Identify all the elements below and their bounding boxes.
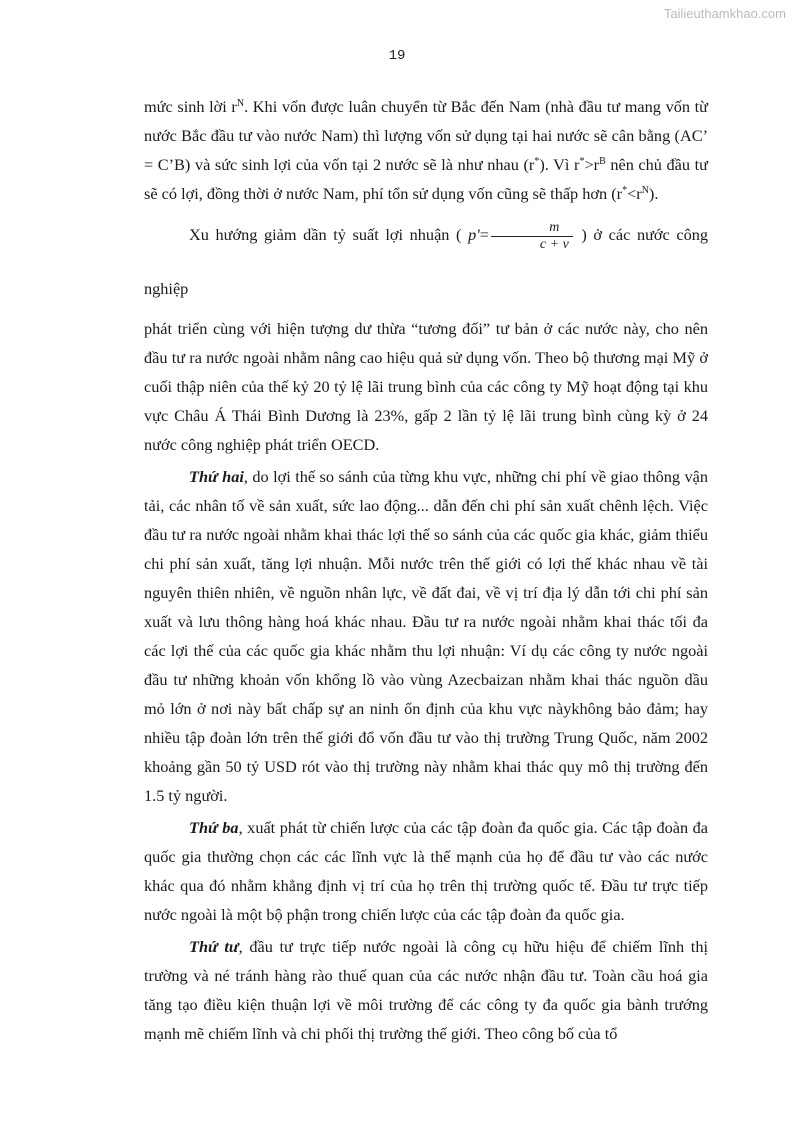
paragraph-2-formula-line: Xu hướng giảm dần tỷ suất lợi nhuận ( p'= $\frac{m}{c + v}$ ) ở các nước công nghiệp [144,219,708,298]
profit-rate-fraction [491,220,573,253]
formula-lhs: p' [468,225,480,244]
paragraph-2-continued: phát triển cùng với hiện tượng dư thừa “tương đối” tư bản ở các nước này, cho nên đầu tư ra nước ngoài nhằm nâng cao hiệu quả sử dụng vốn. Theo bộ thương mại Mỹ ở cuối thập niên của thế kỷ 20 tỷ lệ lãi trung bình của các công ty Mỹ hoạt động tại khu vực Châu Á Thái Bình Dương là 23%, gấp 2 lần tỷ lệ lãi trung bình cùng kỳ ở 24 nước công nghiệp phát triển OECD. [144,319,708,454]
watermark: Tailieuthamkhao.com [663,6,786,21]
document-body [144,92,708,1048]
lead-thu-ba: Thứ ba [189,818,239,837]
paragraph-thu-ba: Thứ ba, xuất phát từ chiến lược của các tập đoàn đa quốc gia. Các tập đoàn đa quốc gia thường chọn các các lĩnh vực là thế mạnh của họ để đầu tư vào các nước khác qua đó nhằm khẳng định vị trí của họ trên thị trường quốc tế. Đầu tư trực tiếp nước ngoài là một bộ phận trong chiến lược của các tập đoàn đa quốc gia. [144,818,708,924]
paragraph-1: mức sinh lời $r^N$. Khi vốn được luân chuyển từ Bắc đến Nam (nhà đầu tư mang vốn từ nước Bắc đầu tư vào nước Nam) thì lượng vốn sử dụng tại hai nước sẽ cân bằng (AC’ = C’B) và sức sinh lợi của vốn tại 2 nước sẽ là như nhau (r*). Vì $r^*>r^B$ nên chủ đầu tư sẽ có lợi, đồng thời ở nước Nam, phí tổn sử dụng vốn cũng sẽ thấp hơn $(r^*<r^N)$. [144,97,708,203]
lead-thu-hai: Thứ hai [189,467,244,486]
lead-thu-tu: Thứ tư [189,937,239,956]
paragraph-thu-hai: Thứ hai, do lợi thế so sánh của từng khu vực, những chi phí về giao thông vận tải, các nhân tố về sản xuất, sức lao động... dẫn đến chi phí sản xuất chênh lệch. Việc đầu tư ra nước ngoài nhằm khai thác lợi thế so sánh của các quốc gia khác, giảm thiểu chi phí sản xuất, tăng lợi nhuận. Mỗi nước trên thế giới có lợi thế khác nhau về tài nguyên thiên nhiên, về nguồn nhân lực, về đất đai, về vị trí địa lý dẫn tới chi phí sản xuất và lưu thông hàng hoá khác nhau. Đầu tư ra nước ngoài nhằm khai thác tối đa các lợi thế của các quốc gia khác nhằm thu lợi nhuận: Ví dụ các công ty nước ngoài đầu tư những khoản vốn khổng lồ vào vùng Azecbaizan nhằm khai thác nguồn dầu mỏ lớn ở nơi này bất chấp sự an ninh ổn định của khu vực nàykhông bảo đảm; hay nhiều tập đoàn lớn trên thế giới đổ vốn đầu tư vào thị trường Trung Quốc, năm 2002 khoảng gần 50 tỷ USD rót vào thị trường này nhằm khai thác quy mô thị trường đến 1.5 tỷ người. [144,467,708,805]
page-number: 19 [388,48,406,64]
formula-equals: = [479,225,489,244]
paragraph-thu-tu: Thứ tư, đầu tư trực tiếp nước ngoài là công cụ hữu hiệu để chiếm lĩnh thị trường và né tránh hàng rào thuế quan của các nước nhận đầu tư. Toàn cầu hoá gia tăng tạo điều kiện thuận lợi về môi trường để các công ty đa quốc gia bành trướng mạnh mẽ chiếm lĩnh và chi phối thị trường thế giới. Theo công bố của tổ [144,937,708,1043]
fraction-numerator: m [491,220,573,237]
fraction-denominator: c + v [539,236,569,252]
